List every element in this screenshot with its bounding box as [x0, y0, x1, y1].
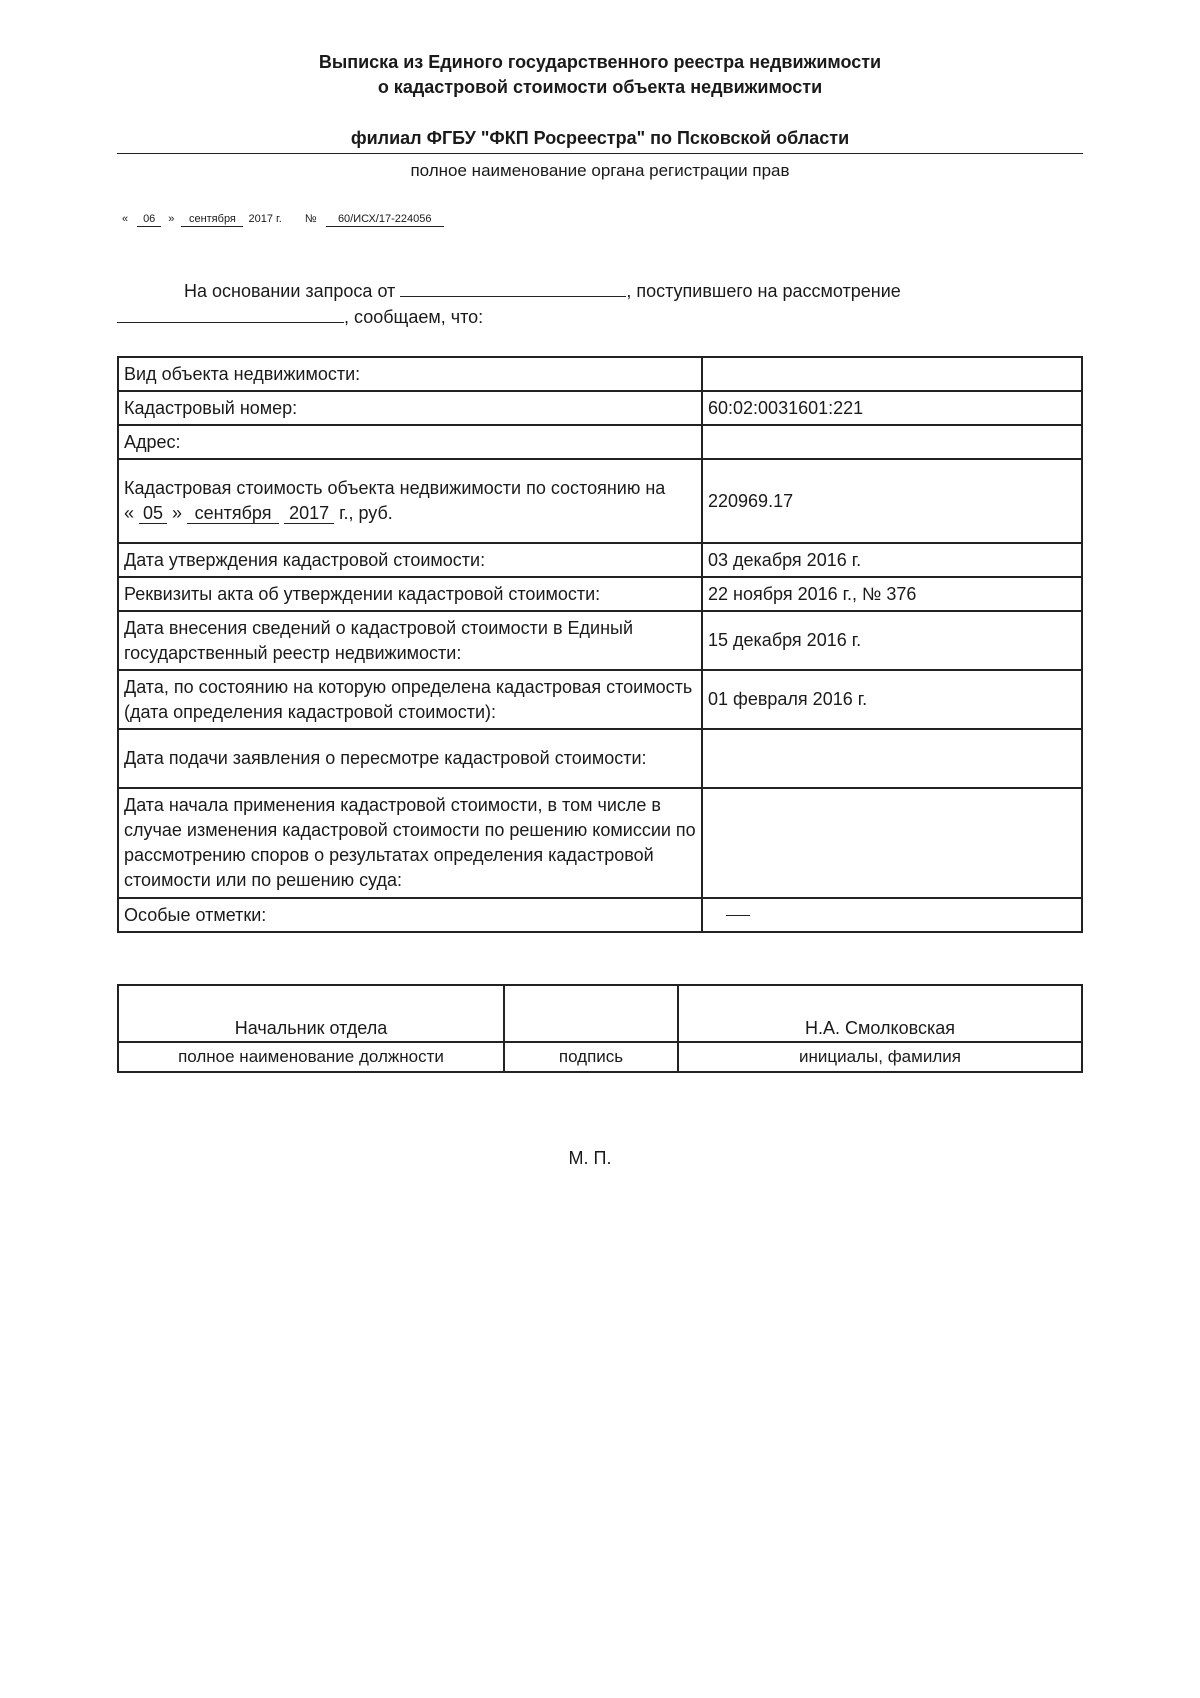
row-value-cadastral-value: 220969.17 [702, 459, 1082, 543]
request-line-1 [184, 278, 901, 302]
request-line-2 [117, 304, 483, 328]
signatory-position: Начальник отдела [118, 985, 504, 1042]
table-row [118, 577, 1082, 611]
row-value-approval-date: 03 декабря 2016 г. [702, 543, 1082, 577]
empty-dash-mark [726, 915, 750, 916]
issue-date-number [122, 213, 444, 227]
issue-year: 2017 г. [248, 213, 282, 225]
table-row [118, 898, 1082, 932]
issue-day: 06 [137, 213, 161, 227]
table-row [118, 670, 1082, 729]
table-row [118, 459, 1082, 543]
table-row [118, 543, 1082, 577]
request-line2-end: , сообщаем, что: [344, 307, 484, 327]
document-title-line2: о кадастровой стоимости объекта недвижимости [377, 77, 823, 97]
issue-month: сентября [181, 213, 243, 227]
stamp-place-label: М. П. [568, 1148, 612, 1168]
table-row [118, 425, 1082, 459]
issue-number-sign: № [304, 213, 317, 225]
row-label-address: Адрес: [118, 425, 702, 459]
request-date-blank [400, 278, 626, 297]
valuation-month: сентября [187, 503, 279, 524]
valuation-day: 05 [139, 503, 167, 524]
issue-number: 60/ИСХ/17-224056 [326, 213, 444, 227]
valuation-close-quote: » [172, 503, 183, 523]
row-label-object-type: Вид объекта недвижимости: [118, 357, 702, 391]
table-row [118, 357, 1082, 391]
request-line1-start: На основании запроса от [184, 281, 396, 301]
request-receipt-blank [117, 304, 344, 323]
registration-authority-caption: полное наименование органа регистрации прав [410, 161, 790, 180]
valuation-open-quote: « [124, 503, 135, 523]
row-value-cadastral-number: 60:02:0031601:221 [702, 391, 1082, 425]
cadastral-info-table [117, 356, 1083, 933]
row-value-registry-entry-date: 15 декабря 2016 г. [702, 611, 1082, 670]
signatory-signature [504, 985, 678, 1042]
document-title-line1: Выписка из Единого государственного реестра недвижимости [318, 52, 882, 72]
row-value-object-type [702, 357, 1082, 391]
row-label-cadastral-number: Кадастровый номер: [118, 391, 702, 425]
table-row [118, 611, 1082, 670]
position-caption: полное наименование должности [118, 1042, 504, 1072]
signatory-name: Н.А. Смолковская [678, 985, 1082, 1042]
registration-authority: филиал ФГБУ "ФКП Росреестра" по Псковской области [117, 128, 1083, 154]
row-label-review-application-date: Дата подачи заявления о пересмотре кадастровой стоимости: [118, 729, 702, 788]
table-row [118, 391, 1082, 425]
row-value-determination-date: 01 февраля 2016 г. [702, 670, 1082, 729]
table-row [118, 788, 1082, 898]
request-line1-end: , поступившего на рассмотрение [626, 281, 901, 301]
row-label-approval-act: Реквизиты акта об утверждении кадастровой стоимости: [118, 577, 702, 611]
row-label-determination-date: Дата, по состоянию на которую определена кадастровая стоимость (дата определения кадастровой стоимости): [118, 670, 702, 729]
row-value-review-application-date [702, 729, 1082, 788]
signature-table [117, 984, 1083, 1073]
row-label-cadastral-value [118, 459, 702, 543]
issue-open-quote: « [122, 213, 129, 225]
cadastral-value-label-text: Кадастровая стоимость объекта недвижимости по состоянию на [124, 478, 666, 498]
row-label-special-notes: Особые отметки: [118, 898, 702, 932]
row-value-approval-act: 22 ноября 2016 г., № 376 [702, 577, 1082, 611]
row-label-approval-date: Дата утверждения кадастровой стоимости: [118, 543, 702, 577]
issue-close-quote: » [168, 213, 175, 225]
row-value-application-start-date [702, 788, 1082, 898]
name-caption: инициалы, фамилия [678, 1042, 1082, 1072]
table-row [118, 729, 1082, 788]
valuation-year: 2017 [284, 503, 334, 524]
row-label-registry-entry-date: Дата внесения сведений о кадастровой стоимости в Единый государственный реестр недвижимости: [118, 611, 702, 670]
valuation-suffix: г., руб. [339, 503, 393, 523]
row-value-special-notes [702, 898, 1082, 932]
signature-caption: подпись [504, 1042, 678, 1072]
row-label-application-start-date: Дата начала применения кадастровой стоимости, в том числе в случае изменения кадастровой стоимости по решению комиссии по рассмотрению споров о результатах определения кадастровой стоимости или по решению суда: [118, 788, 702, 898]
row-value-address [702, 425, 1082, 459]
